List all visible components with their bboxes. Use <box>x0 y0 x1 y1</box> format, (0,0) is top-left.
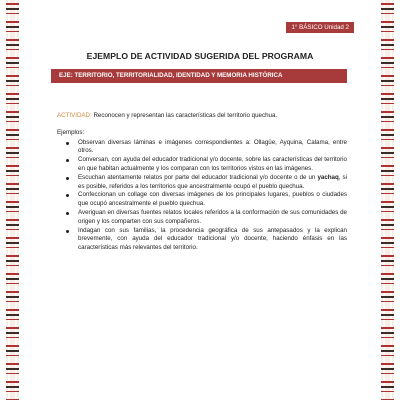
activity-label: ACTIVIDAD: <box>57 112 92 119</box>
list-item-text: Indagan con sus familias, la procedencia geográfica de sus antepasados y la explican brevemente, con ayuda del educador tradicional y/o docente, haciendo énfasis en las características más relevantes del territorio. <box>78 226 347 252</box>
activity-text: Reconocen y representan las características del territorio quechua. <box>93 112 278 119</box>
list-item <box>57 156 347 173</box>
bullet-icon <box>66 230 69 233</box>
page-title: EJEMPLO DE ACTIVIDAD SUGERIDA DEL PROGRAMA <box>86 51 314 61</box>
list-item-text: Conversan, con ayuda del educador tradicional y/o docente, sobre las características del territorio en que habitan actualmente y los comparan con los territorios vistos en las imágenes. <box>78 156 347 172</box>
examples-heading: Ejemplos: <box>57 129 85 136</box>
unit-badge: 1° BÁSICO Unidad 2 <box>286 22 354 33</box>
list-item-text: Confeccionan un collage con diversas imágenes de los principales lugares, pueblos o ciudades que ocupó ancestralmente el pueblo quechua. <box>78 191 347 208</box>
yachaq-term: yachaq <box>317 173 339 181</box>
examples-list <box>57 139 347 253</box>
bullet-icon <box>66 194 69 197</box>
list-item-text: Observan diversas láminas e imágenes correspondientes a: Ollagüe, Ayquina, Calama, entre otros. <box>78 138 347 155</box>
activity-statement <box>57 112 347 119</box>
bullet-icon <box>66 212 69 215</box>
list-item-text-before: Escuchan atentamente relatos por parte del educador tradicional y/o docente o de un <box>78 173 316 181</box>
bullet-icon <box>66 159 69 162</box>
list-item <box>57 174 347 191</box>
list-item-text-after: , si es posible, referidos a los territorios que ancestralmente ocupó el pueblo quechua. <box>78 173 347 190</box>
list-item-text: Averiguan en diversas fuentes relatos locales referidos a la conformación de sus comunidades de origen y los comparten con sus compañeros. <box>78 209 347 225</box>
list-item <box>57 191 347 208</box>
bullet-icon <box>66 177 69 180</box>
eje-banner: EJE: TERRITORIO, TERRITORIALIDAD, IDENTIDAD Y MEMORIA HISTÓRICA <box>51 69 347 83</box>
bullet-icon <box>66 142 69 145</box>
list-item <box>57 139 347 156</box>
list-item <box>57 209 347 226</box>
examples-section <box>57 129 347 253</box>
list-item <box>57 227 347 253</box>
